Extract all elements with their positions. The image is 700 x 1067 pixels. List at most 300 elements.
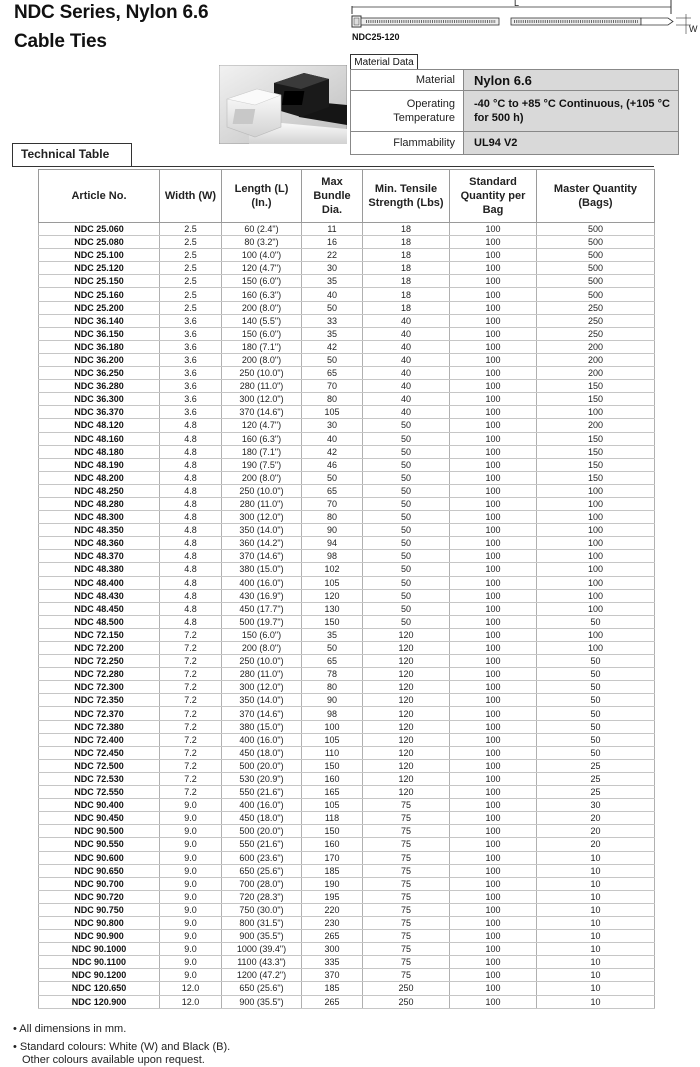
cell-article-no: NDC 90.600: [39, 851, 160, 864]
operating-temperature-row: [351, 91, 679, 132]
cell-width: 9.0: [160, 838, 222, 851]
length-symbol: L: [514, 0, 520, 8]
cell-standard-quantity: 100: [450, 249, 537, 262]
table-row: [39, 720, 655, 733]
cell-article-no: NDC 48.300: [39, 511, 160, 524]
cell-width: 3.6: [160, 327, 222, 340]
cell-tensile-strength: 18: [363, 301, 450, 314]
table-row: [39, 864, 655, 877]
cell-standard-quantity: 100: [450, 275, 537, 288]
cell-standard-quantity: 100: [450, 851, 537, 864]
cell-width: 3.6: [160, 353, 222, 366]
cell-tensile-strength: 50: [363, 445, 450, 458]
header-min-tensile-strength: Min. Tensile Strength (Lbs): [363, 170, 450, 223]
cell-max-bundle-dia: 118: [302, 812, 363, 825]
cell-tensile-strength: 75: [363, 930, 450, 943]
cell-master-quantity: 10: [537, 969, 655, 982]
cell-master-quantity: 250: [537, 327, 655, 340]
table-row: [39, 995, 655, 1008]
cell-length: 1100 (43.3"): [222, 956, 302, 969]
cell-standard-quantity: 100: [450, 903, 537, 916]
cell-standard-quantity: 100: [450, 956, 537, 969]
cell-standard-quantity: 100: [450, 236, 537, 249]
cell-master-quantity: 100: [537, 563, 655, 576]
cell-max-bundle-dia: 90: [302, 694, 363, 707]
cell-tensile-strength: 18: [363, 249, 450, 262]
cell-length: 300 (12.0"): [222, 511, 302, 524]
cell-master-quantity: 50: [537, 655, 655, 668]
cell-length: 100 (4.0"): [222, 249, 302, 262]
cell-standard-quantity: 100: [450, 393, 537, 406]
cell-master-quantity: 200: [537, 353, 655, 366]
cell-article-no: NDC 90.500: [39, 825, 160, 838]
cell-length: 280 (11.0"): [222, 668, 302, 681]
cell-max-bundle-dia: 22: [302, 249, 363, 262]
cell-width: 4.8: [160, 419, 222, 432]
cell-length: 200 (8.0"): [222, 471, 302, 484]
cell-article-no: NDC 48.400: [39, 576, 160, 589]
header-standard-quantity: Standard Quantity per Bag: [450, 170, 537, 223]
table-row: [39, 367, 655, 380]
cell-width: 4.8: [160, 511, 222, 524]
cell-article-no: NDC 48.160: [39, 432, 160, 445]
cell-width: 2.5: [160, 223, 222, 236]
cell-article-no: NDC 48.430: [39, 589, 160, 602]
table-row: [39, 903, 655, 916]
cell-max-bundle-dia: 78: [302, 668, 363, 681]
header-max-bundle-dia: Max Bundle Dia.: [302, 170, 363, 223]
cell-width: 3.6: [160, 340, 222, 353]
cell-width: 9.0: [160, 812, 222, 825]
operating-temperature-value: -40 °C to +85 °C Continuous, (+105 °C for 500 h): [464, 91, 679, 132]
cell-standard-quantity: 100: [450, 890, 537, 903]
cell-tensile-strength: 120: [363, 707, 450, 720]
cell-article-no: NDC 36.300: [39, 393, 160, 406]
cell-standard-quantity: 100: [450, 589, 537, 602]
table-row: [39, 681, 655, 694]
cell-standard-quantity: 100: [450, 223, 537, 236]
cell-length: 530 (20.9"): [222, 772, 302, 785]
table-row: [39, 759, 655, 772]
cell-standard-quantity: 100: [450, 327, 537, 340]
cell-width: 7.2: [160, 772, 222, 785]
cell-standard-quantity: 100: [450, 995, 537, 1008]
note-dimensions: • All dimensions in mm.: [13, 1023, 127, 1035]
cell-width: 7.2: [160, 628, 222, 641]
cell-length: 500 (19.7"): [222, 615, 302, 628]
cell-article-no: NDC 36.280: [39, 380, 160, 393]
cell-tensile-strength: 50: [363, 497, 450, 510]
cell-master-quantity: 100: [537, 537, 655, 550]
cell-max-bundle-dia: 40: [302, 432, 363, 445]
cell-width: 7.2: [160, 707, 222, 720]
cell-max-bundle-dia: 35: [302, 327, 363, 340]
page-subtitle: Cable Ties: [14, 31, 107, 52]
cell-article-no: NDC 25.150: [39, 275, 160, 288]
cell-max-bundle-dia: 165: [302, 786, 363, 799]
table-row: [39, 275, 655, 288]
diagram-label: NDC25-120: [352, 32, 400, 42]
cell-master-quantity: 150: [537, 432, 655, 445]
cell-master-quantity: 100: [537, 602, 655, 615]
cell-article-no: NDC 48.190: [39, 458, 160, 471]
cell-standard-quantity: 100: [450, 982, 537, 995]
cell-master-quantity: 100: [537, 642, 655, 655]
cell-tensile-strength: 120: [363, 759, 450, 772]
cell-article-no: NDC 36.140: [39, 314, 160, 327]
cell-max-bundle-dia: 170: [302, 851, 363, 864]
cell-max-bundle-dia: 80: [302, 681, 363, 694]
cell-max-bundle-dia: 65: [302, 367, 363, 380]
cell-standard-quantity: 100: [450, 550, 537, 563]
cell-master-quantity: 10: [537, 890, 655, 903]
table-row: [39, 930, 655, 943]
cell-master-quantity: 100: [537, 511, 655, 524]
cell-standard-quantity: 100: [450, 471, 537, 484]
note-colours: • Standard colours: White (W) and Black (B).: [13, 1041, 231, 1053]
cell-length: 250 (10.0"): [222, 655, 302, 668]
table-row: [39, 236, 655, 249]
table-row: [39, 537, 655, 550]
cell-length: 550 (21.6"): [222, 838, 302, 851]
table-row: [39, 471, 655, 484]
cell-article-no: NDC 90.750: [39, 903, 160, 916]
cell-master-quantity: 100: [537, 550, 655, 563]
cell-max-bundle-dia: 50: [302, 471, 363, 484]
cell-max-bundle-dia: 42: [302, 340, 363, 353]
cell-tensile-strength: 75: [363, 903, 450, 916]
cell-max-bundle-dia: 150: [302, 615, 363, 628]
cell-master-quantity: 100: [537, 497, 655, 510]
cell-standard-quantity: 100: [450, 367, 537, 380]
cell-tensile-strength: 75: [363, 943, 450, 956]
cell-tensile-strength: 75: [363, 877, 450, 890]
cell-width: 4.8: [160, 524, 222, 537]
cell-max-bundle-dia: 195: [302, 890, 363, 903]
cell-tensile-strength: 250: [363, 995, 450, 1008]
cell-article-no: NDC 48.500: [39, 615, 160, 628]
table-row: [39, 969, 655, 982]
cell-width: 7.2: [160, 746, 222, 759]
cell-width: 9.0: [160, 916, 222, 929]
cell-standard-quantity: 100: [450, 655, 537, 668]
cell-width: 4.8: [160, 445, 222, 458]
cell-article-no: NDC 25.200: [39, 301, 160, 314]
cell-standard-quantity: 100: [450, 537, 537, 550]
table-row: [39, 458, 655, 471]
cell-master-quantity: 500: [537, 223, 655, 236]
cell-master-quantity: 10: [537, 956, 655, 969]
table-row: [39, 733, 655, 746]
cell-max-bundle-dia: 265: [302, 995, 363, 1008]
cell-max-bundle-dia: 70: [302, 497, 363, 510]
cell-article-no: NDC 72.550: [39, 786, 160, 799]
table-row: [39, 327, 655, 340]
table-row: [39, 956, 655, 969]
header-master-quantity: Master Quantity (Bags): [537, 170, 655, 223]
cell-master-quantity: 150: [537, 393, 655, 406]
cell-standard-quantity: 100: [450, 511, 537, 524]
cell-max-bundle-dia: 220: [302, 903, 363, 916]
cell-master-quantity: 100: [537, 484, 655, 497]
table-row: [39, 746, 655, 759]
cell-tensile-strength: 18: [363, 223, 450, 236]
cell-width: 7.2: [160, 694, 222, 707]
cell-width: 4.8: [160, 550, 222, 563]
cell-tensile-strength: 40: [363, 314, 450, 327]
cell-tensile-strength: 40: [363, 393, 450, 406]
cell-standard-quantity: 100: [450, 877, 537, 890]
cell-max-bundle-dia: 30: [302, 419, 363, 432]
cell-master-quantity: 10: [537, 982, 655, 995]
cell-length: 280 (11.0"): [222, 497, 302, 510]
cell-article-no: NDC 120.900: [39, 995, 160, 1008]
cell-article-no: NDC 48.200: [39, 471, 160, 484]
cable-tie-diagram: [346, 0, 700, 50]
cell-length: 250 (10.0"): [222, 367, 302, 380]
table-row: [39, 445, 655, 458]
cell-length: 380 (15.0"): [222, 720, 302, 733]
header-width: Width (W): [160, 170, 222, 223]
cell-tensile-strength: 18: [363, 262, 450, 275]
cell-tensile-strength: 120: [363, 733, 450, 746]
cell-master-quantity: 500: [537, 236, 655, 249]
cell-max-bundle-dia: 70: [302, 380, 363, 393]
table-row: [39, 851, 655, 864]
cell-article-no: NDC 90.450: [39, 812, 160, 825]
cell-max-bundle-dia: 35: [302, 628, 363, 641]
table-body: [39, 223, 655, 1009]
cell-article-no: NDC 72.450: [39, 746, 160, 759]
cell-width: 4.8: [160, 458, 222, 471]
cell-master-quantity: 250: [537, 314, 655, 327]
cell-width: 7.2: [160, 668, 222, 681]
cell-tensile-strength: 40: [363, 406, 450, 419]
cell-length: 120 (4.7"): [222, 262, 302, 275]
cell-master-quantity: 10: [537, 995, 655, 1008]
flammability-key: Flammability: [351, 132, 464, 155]
cell-max-bundle-dia: 98: [302, 550, 363, 563]
cell-max-bundle-dia: 16: [302, 236, 363, 249]
cell-standard-quantity: 100: [450, 746, 537, 759]
cell-standard-quantity: 100: [450, 799, 537, 812]
cell-article-no: NDC 90.550: [39, 838, 160, 851]
material-row: [351, 70, 679, 91]
table-row: [39, 576, 655, 589]
cell-master-quantity: 10: [537, 903, 655, 916]
cell-article-no: NDC 72.400: [39, 733, 160, 746]
cell-master-quantity: 150: [537, 458, 655, 471]
cell-tensile-strength: 75: [363, 956, 450, 969]
cell-article-no: NDC 72.280: [39, 668, 160, 681]
cell-standard-quantity: 100: [450, 772, 537, 785]
cell-length: 150 (6.0"): [222, 327, 302, 340]
cell-length: 450 (17.7"): [222, 602, 302, 615]
cell-width: 2.5: [160, 301, 222, 314]
cell-tensile-strength: 40: [363, 340, 450, 353]
cell-width: 12.0: [160, 982, 222, 995]
cell-width: 2.5: [160, 249, 222, 262]
cell-length: 750 (30.0"): [222, 903, 302, 916]
cell-standard-quantity: 100: [450, 786, 537, 799]
cell-article-no: NDC 90.700: [39, 877, 160, 890]
cell-standard-quantity: 100: [450, 707, 537, 720]
cell-width: 9.0: [160, 890, 222, 903]
cell-article-no: NDC 36.150: [39, 327, 160, 340]
cell-max-bundle-dia: 160: [302, 838, 363, 851]
cell-article-no: NDC 72.200: [39, 642, 160, 655]
cell-length: 150 (6.0"): [222, 275, 302, 288]
cell-master-quantity: 250: [537, 301, 655, 314]
cell-standard-quantity: 100: [450, 458, 537, 471]
cell-width: 9.0: [160, 943, 222, 956]
table-row: [39, 772, 655, 785]
cell-width: 9.0: [160, 969, 222, 982]
cell-width: 3.6: [160, 314, 222, 327]
header-length: Length (L) (In.): [222, 170, 302, 223]
cell-master-quantity: 50: [537, 681, 655, 694]
cell-master-quantity: 50: [537, 707, 655, 720]
cell-standard-quantity: 100: [450, 288, 537, 301]
cell-length: 140 (5.5"): [222, 314, 302, 327]
cell-standard-quantity: 100: [450, 720, 537, 733]
cell-length: 400 (16.0"): [222, 733, 302, 746]
cell-master-quantity: 50: [537, 694, 655, 707]
cell-max-bundle-dia: 230: [302, 916, 363, 929]
cell-article-no: NDC 25.100: [39, 249, 160, 262]
cell-article-no: NDC 72.500: [39, 759, 160, 772]
cell-master-quantity: 50: [537, 746, 655, 759]
cell-length: 60 (2.4"): [222, 223, 302, 236]
table-row: [39, 668, 655, 681]
technical-table-tab: Technical Table: [21, 147, 110, 161]
cell-article-no: NDC 72.530: [39, 772, 160, 785]
cell-article-no: NDC 90.1000: [39, 943, 160, 956]
cell-article-no: NDC 48.120: [39, 419, 160, 432]
cell-article-no: NDC 48.250: [39, 484, 160, 497]
cell-length: 380 (15.0"): [222, 563, 302, 576]
cell-length: 200 (8.0"): [222, 301, 302, 314]
cell-article-no: NDC 48.350: [39, 524, 160, 537]
cell-length: 450 (18.0"): [222, 812, 302, 825]
cell-length: 650 (25.6"): [222, 864, 302, 877]
table-row: [39, 694, 655, 707]
cell-article-no: NDC 48.450: [39, 602, 160, 615]
cell-article-no: NDC 48.370: [39, 550, 160, 563]
cell-tensile-strength: 75: [363, 916, 450, 929]
cell-master-quantity: 200: [537, 419, 655, 432]
cell-max-bundle-dia: 50: [302, 642, 363, 655]
cell-max-bundle-dia: 102: [302, 563, 363, 576]
cell-article-no: NDC 48.180: [39, 445, 160, 458]
table-row: [39, 563, 655, 576]
table-row: [39, 288, 655, 301]
cell-tensile-strength: 50: [363, 471, 450, 484]
cell-length: 120 (4.7"): [222, 419, 302, 432]
table-row: [39, 262, 655, 275]
cell-max-bundle-dia: 105: [302, 576, 363, 589]
table-row: [39, 877, 655, 890]
cell-standard-quantity: 100: [450, 406, 537, 419]
cell-width: 7.2: [160, 655, 222, 668]
cell-width: 9.0: [160, 799, 222, 812]
cell-master-quantity: 100: [537, 406, 655, 419]
cell-length: 700 (28.0"): [222, 877, 302, 890]
cell-width: 4.8: [160, 589, 222, 602]
cell-length: 430 (16.9"): [222, 589, 302, 602]
cell-tensile-strength: 50: [363, 419, 450, 432]
cell-max-bundle-dia: 110: [302, 746, 363, 759]
cell-tensile-strength: 18: [363, 275, 450, 288]
cell-width: 4.8: [160, 615, 222, 628]
cell-width: 2.5: [160, 288, 222, 301]
cell-article-no: NDC 90.1100: [39, 956, 160, 969]
cell-max-bundle-dia: 65: [302, 655, 363, 668]
note-other-colours: Other colours available upon request.: [22, 1054, 205, 1066]
cell-length: 250 (10.0"): [222, 484, 302, 497]
cell-length: 400 (16.0"): [222, 799, 302, 812]
cell-tensile-strength: 75: [363, 825, 450, 838]
cell-standard-quantity: 100: [450, 668, 537, 681]
cell-tensile-strength: 75: [363, 799, 450, 812]
cell-master-quantity: 150: [537, 471, 655, 484]
cell-master-quantity: 100: [537, 524, 655, 537]
table-row: [39, 432, 655, 445]
cell-length: 350 (14.0"): [222, 524, 302, 537]
section-divider: [12, 166, 654, 167]
table-row: [39, 602, 655, 615]
cell-article-no: NDC 72.380: [39, 720, 160, 733]
cell-length: 720 (28.3"): [222, 890, 302, 903]
cell-width: 7.2: [160, 759, 222, 772]
cell-tensile-strength: 120: [363, 628, 450, 641]
cell-master-quantity: 10: [537, 864, 655, 877]
cell-length: 900 (35.5"): [222, 995, 302, 1008]
table-row: [39, 550, 655, 563]
cell-article-no: NDC 25.060: [39, 223, 160, 236]
cell-max-bundle-dia: 265: [302, 930, 363, 943]
cell-width: 4.8: [160, 576, 222, 589]
table-row: [39, 982, 655, 995]
page-title: NDC Series, Nylon 6.6: [14, 2, 209, 23]
cell-standard-quantity: 100: [450, 733, 537, 746]
cell-master-quantity: 25: [537, 786, 655, 799]
cell-standard-quantity: 100: [450, 524, 537, 537]
cell-standard-quantity: 100: [450, 445, 537, 458]
cell-standard-quantity: 100: [450, 642, 537, 655]
cell-master-quantity: 150: [537, 380, 655, 393]
cell-standard-quantity: 100: [450, 681, 537, 694]
cell-article-no: NDC 72.150: [39, 628, 160, 641]
cell-article-no: NDC 36.250: [39, 367, 160, 380]
cell-max-bundle-dia: 335: [302, 956, 363, 969]
cell-width: 3.6: [160, 406, 222, 419]
cell-tensile-strength: 50: [363, 432, 450, 445]
cell-article-no: NDC 90.650: [39, 864, 160, 877]
cell-length: 900 (35.5"): [222, 930, 302, 943]
table-row: [39, 916, 655, 929]
cell-standard-quantity: 100: [450, 969, 537, 982]
cell-standard-quantity: 100: [450, 314, 537, 327]
cell-length: 190 (7.5"): [222, 458, 302, 471]
cell-article-no: NDC 25.120: [39, 262, 160, 275]
cell-tensile-strength: 75: [363, 864, 450, 877]
cell-article-no: NDC 90.800: [39, 916, 160, 929]
cell-max-bundle-dia: 90: [302, 524, 363, 537]
cell-article-no: NDC 36.180: [39, 340, 160, 353]
cell-master-quantity: 50: [537, 668, 655, 681]
cell-standard-quantity: 100: [450, 615, 537, 628]
